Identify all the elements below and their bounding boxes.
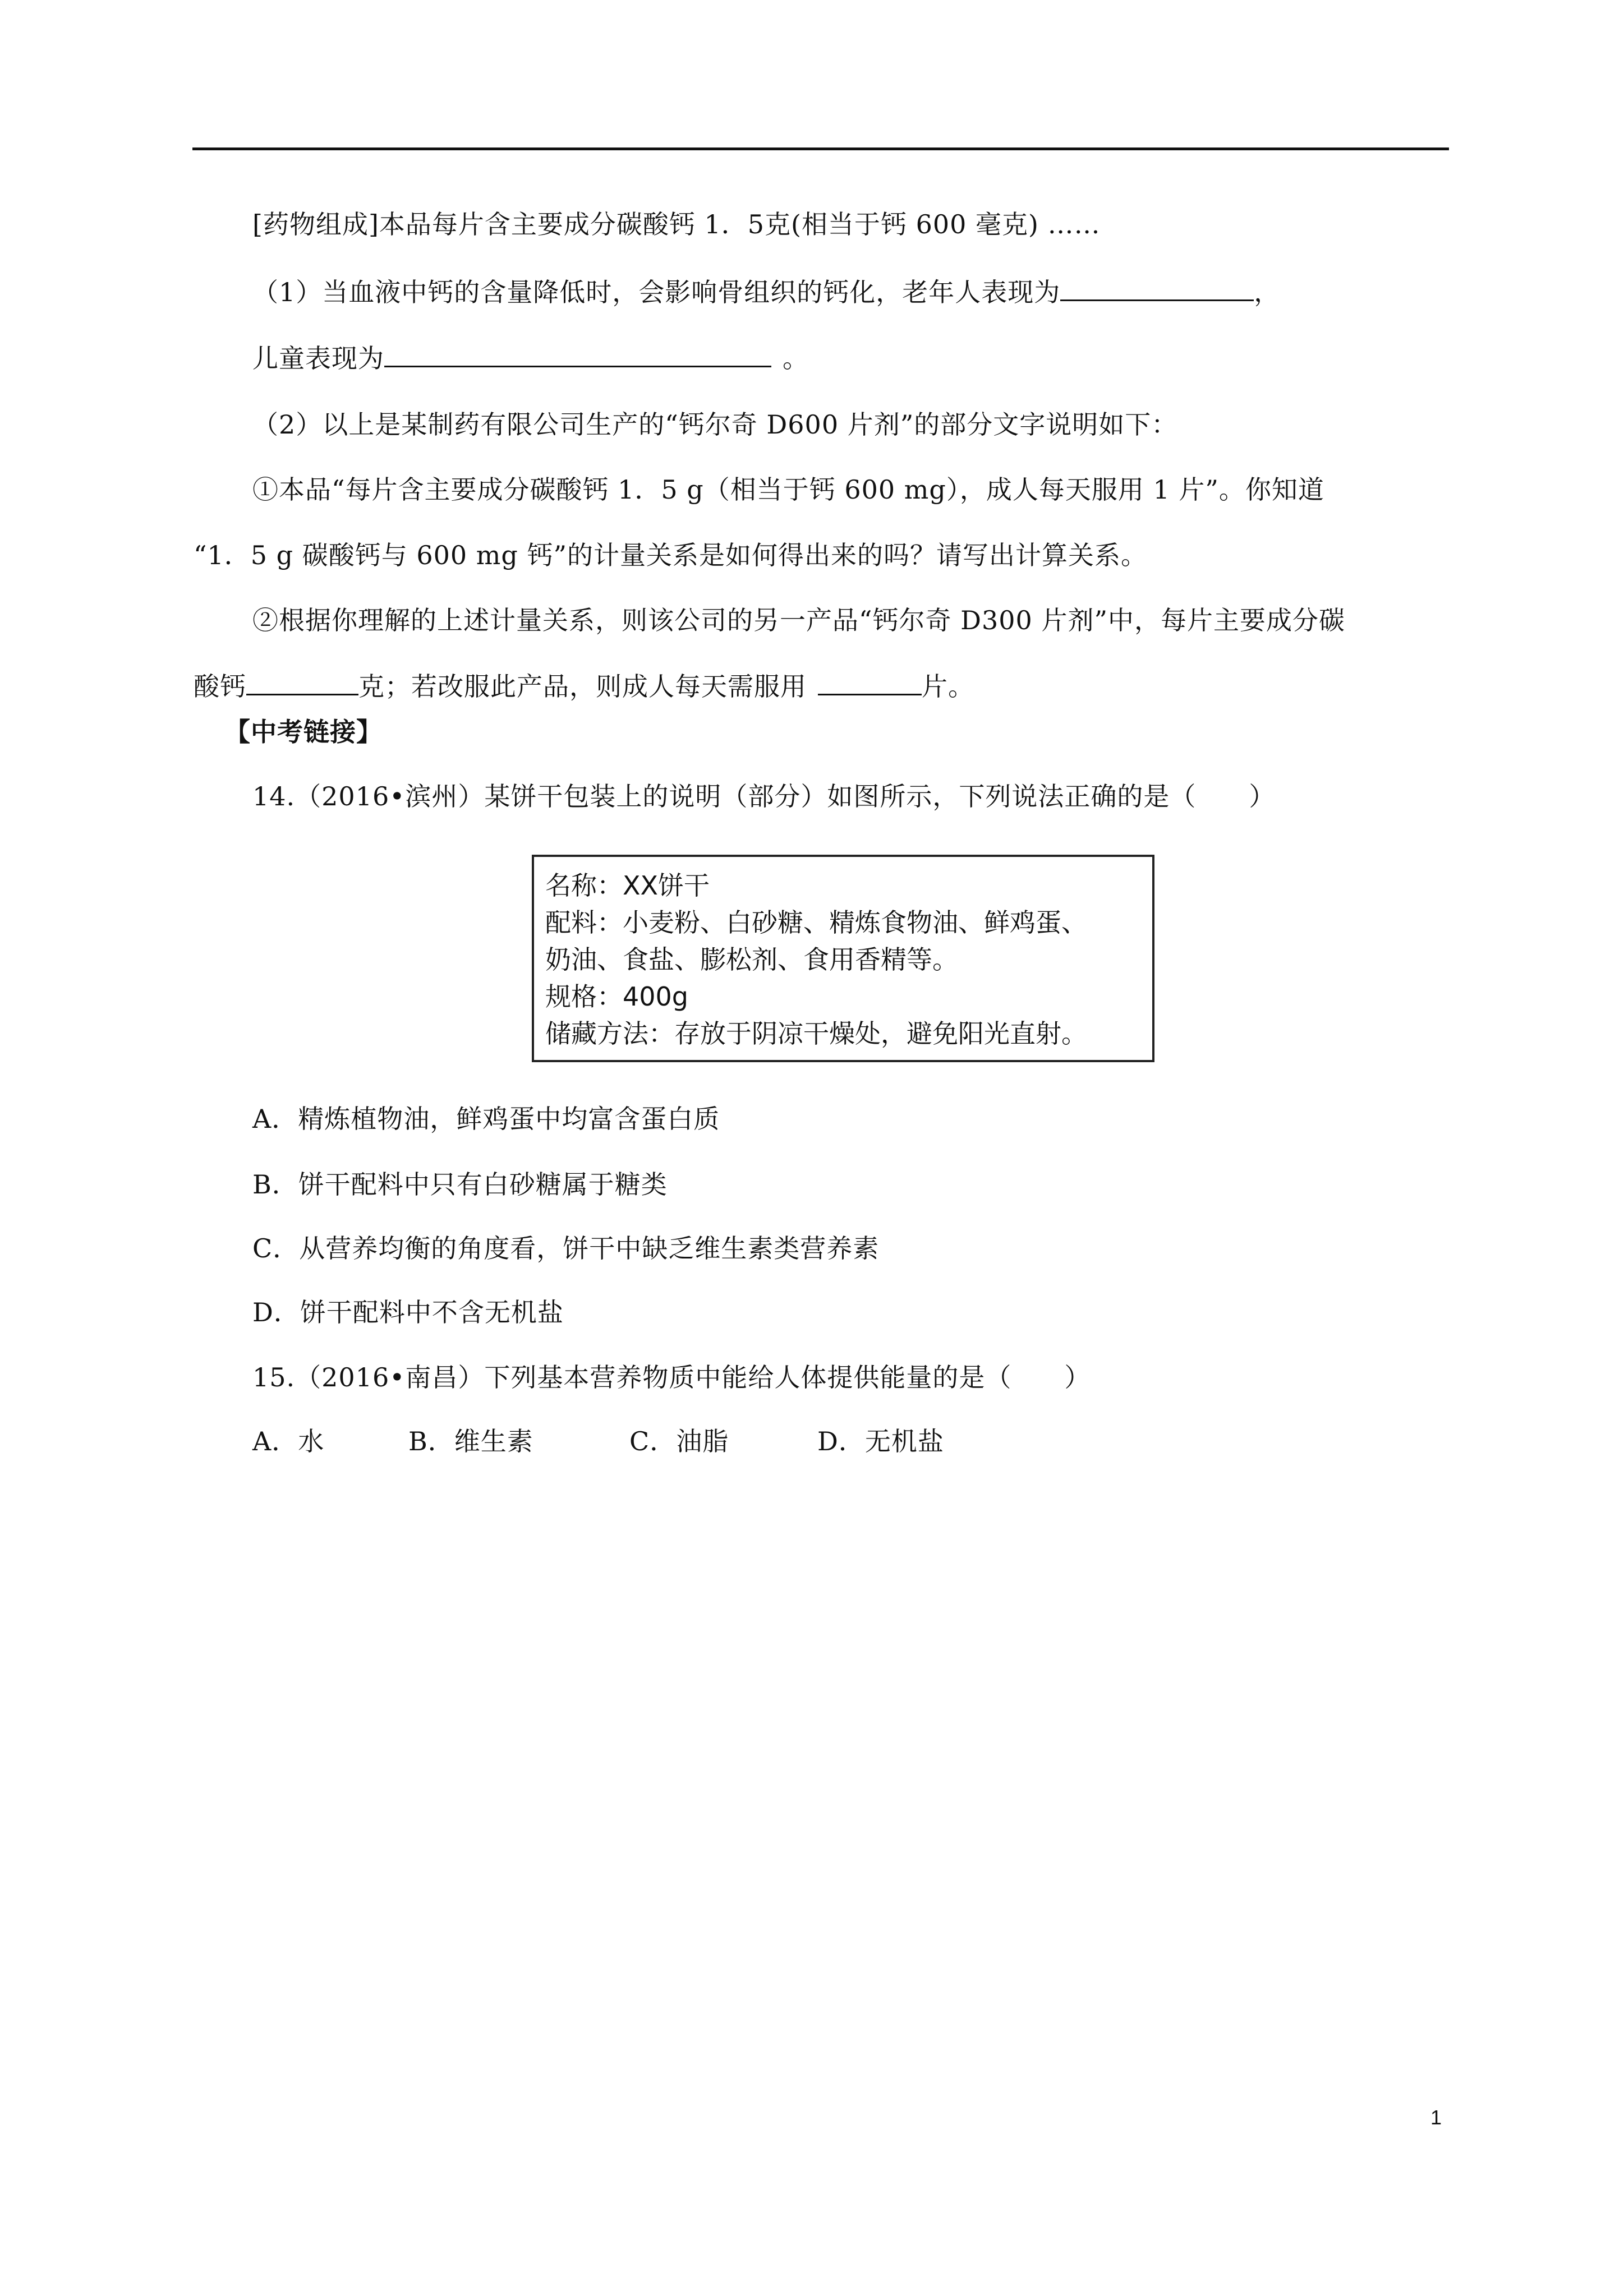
question-2-intro: （2）以上是某制药有限公司生产的“钙尔奇 D600 片剂”的部分文字说明如下： [252, 409, 1178, 440]
page-number: 1 [1430, 2106, 1442, 2129]
answer-blank-tablets[interactable] [818, 669, 922, 695]
question-2-sub-2-line-2 [194, 669, 974, 703]
question-1-line-1 [252, 275, 1280, 309]
question-14-option-a[interactable]: A．精炼植物油，鲜鸡蛋中均富含蛋白质 [252, 1104, 720, 1134]
label-spec: 规格：400g [545, 981, 688, 1012]
label-ingredients-2: 奶油、食盐、膨松剂、食用香精等。 [545, 944, 958, 975]
question-1-text: （1）当血液中钙的含量降低时，会影响骨组织的钙化，老年人表现为 [252, 277, 1061, 307]
header-rule [192, 147, 1449, 150]
question-1-children-text: 儿童表现为 [252, 343, 384, 374]
biscuit-label-figure [532, 855, 1154, 1062]
question-15-option-d[interactable]: D．无机盐 [817, 1426, 944, 1456]
question-1-line-2 [252, 341, 809, 375]
question-2-sub-1-line-2: “1．5 g 碳酸钙与 600 mg 钙”的计量关系是如何得出来的吗？请写出计算关系。 [194, 540, 1147, 570]
question-2-sub-2-line-1: ②根据你理解的上述计量关系，则该公司的另一产品“钙尔奇 D300 片剂”中，每片主要成分碳 [252, 605, 1345, 635]
answer-blank-grams[interactable] [246, 669, 358, 695]
question-15: 15.（2016•南昌）下列基本营养物质中能给人体提供能量的是（ ） [252, 1362, 1091, 1393]
label-storage: 储藏方法：存放于阴凉干燥处，避免阳光直射。 [545, 1018, 1087, 1049]
drug-composition-line: [药物组成]本品每片含主要成分碳酸钙 1．5克(相当于钙 600 毫克) …… [252, 209, 1101, 239]
section-title: 【中考链接】 [224, 717, 383, 747]
question-2-sub-2-text-3: 片。 [922, 671, 974, 702]
question-15-option-b[interactable]: B．维生素 [408, 1426, 533, 1456]
question-2-sub-1-line-1: ①本品“每片含主要成分碳酸钙 1．5 g（相当于钙 600 mg），成人每天服用 1 片”。你知道 [252, 474, 1324, 505]
label-ingredients-1: 配料：小麦粉、白砂糖、精炼食物油、鲜鸡蛋、 [545, 907, 1087, 938]
question-15-option-c[interactable]: C．油脂 [629, 1426, 729, 1456]
question-14-option-d[interactable]: D．饼干配料中不含无机盐 [252, 1297, 564, 1327]
label-name: 名称：XX饼干 [545, 870, 710, 901]
question-1-comma: ， [1254, 277, 1281, 307]
question-14-option-c[interactable]: C．从营养均衡的角度看，饼干中缺乏维生素类营养素 [252, 1233, 880, 1264]
answer-blank-elderly[interactable] [1060, 275, 1254, 301]
question-14-option-b[interactable]: B．饼干配料中只有白砂糖属于糖类 [252, 1169, 668, 1200]
question-14: 14.（2016•滨州）某饼干包装上的说明（部分）如图所示，下列说法正确的是（ ） [252, 781, 1276, 812]
question-2-sub-2-text-1: 酸钙 [194, 671, 246, 702]
question-1-period: 。 [783, 343, 809, 374]
question-2-sub-2-text-2: 克；若改服此产品，则成人每天需服用 [358, 671, 807, 702]
answer-blank-children[interactable] [384, 341, 771, 367]
question-15-option-a[interactable]: A．水 [252, 1426, 325, 1456]
